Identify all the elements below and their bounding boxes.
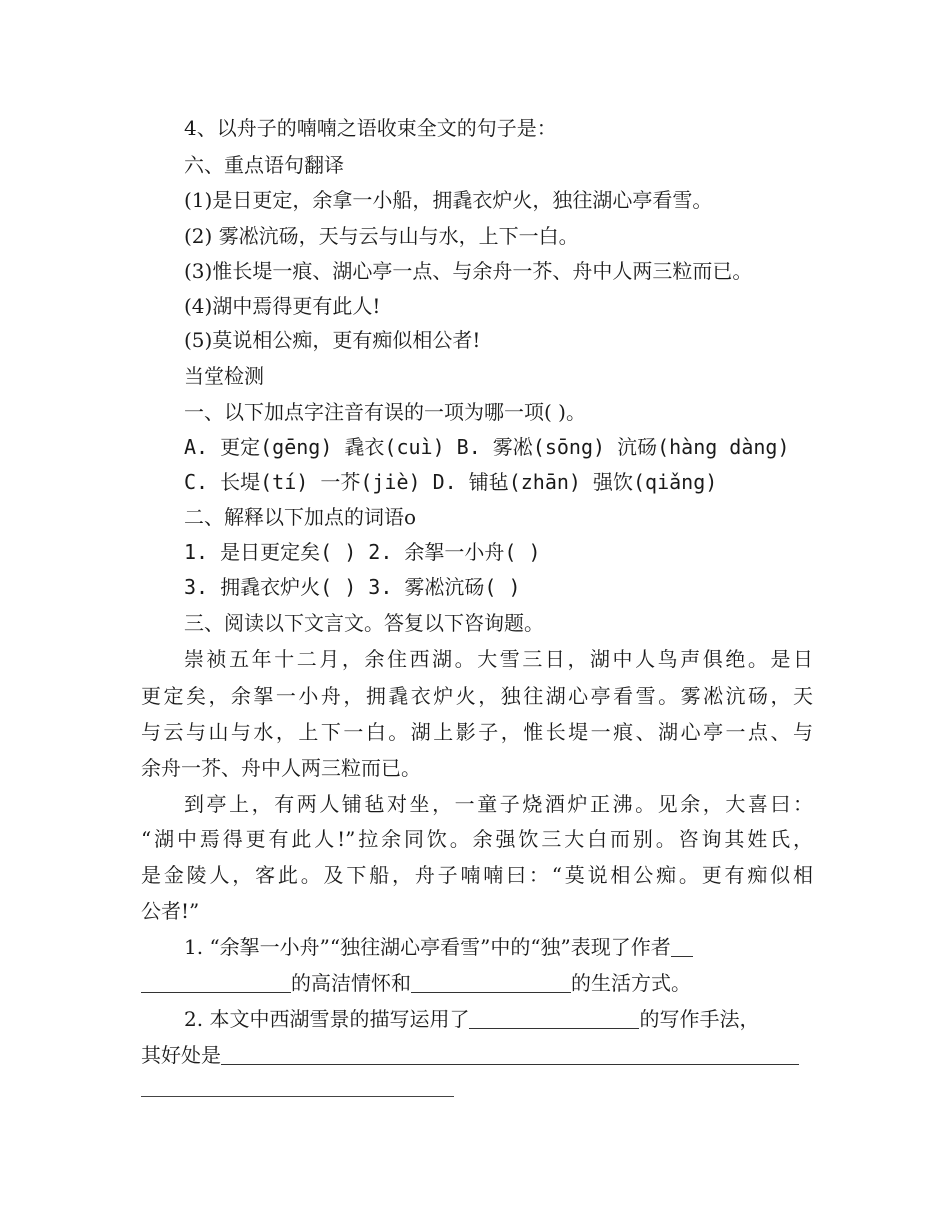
reading-question-1-text-3: 的生活方式。 bbox=[571, 971, 691, 995]
answer-blank[interactable] bbox=[221, 1042, 799, 1065]
section-heading-translation: 六、重点语句翻译 bbox=[184, 153, 344, 177]
translation-item-4: (4)湖中焉得更有此人! bbox=[184, 294, 381, 318]
translation-item-1: (1)是日更定，余拿一小船，拥毳衣炉火，独往湖心亭看雪。 bbox=[184, 188, 713, 212]
reading-question-1-line-2 bbox=[141, 966, 813, 1000]
passage-para-1-line-3: 与云与山与水，上下一白。湖上影子，惟长堤一痕、湖心亭一点、与 bbox=[141, 720, 813, 744]
check-question-3: 三、阅读以下文言文。答复以下咨询题。 bbox=[184, 611, 544, 635]
check-question-2-line-1: 1. 是日更定矣( ) 2. 余挐一小舟( ) bbox=[184, 540, 541, 564]
passage-para-1-line-1: 崇祯五年十二月，余住西湖。大雪三日，湖中人鸟声俱绝。是日 bbox=[184, 647, 813, 671]
reading-question-2-text-3: 其好处是 bbox=[141, 1043, 221, 1067]
translation-item-5: (5)莫说相公痴，更有痴似相公者! bbox=[184, 328, 481, 352]
check-question-1-options-ab: A. 更定(gēng) 毳衣(cuì) B. 雾凇(sōng) 沆砀(hàng dàng) bbox=[184, 435, 790, 459]
answer-blank[interactable] bbox=[141, 970, 291, 993]
reading-question-1-line-1 bbox=[184, 930, 813, 964]
question-4: 4、以舟子的喃喃之语收束全文的句子是： bbox=[184, 116, 557, 140]
translation-item-3: (3)惟长堤一痕、湖心亭一点、与余舟一芥、舟中人两三粒而已。 bbox=[184, 259, 753, 283]
reading-question-2-line-2 bbox=[141, 1038, 813, 1072]
answer-blank-line[interactable] bbox=[141, 1096, 454, 1097]
passage-para-2-line-3: 是金陵人，客此。及下船，舟子喃喃曰：“莫说相公痴。更有痴似相 bbox=[141, 863, 813, 887]
passage-para-2-line-2: “湖中焉得更有此人!”拉余同饮。余强饮三大白而别。咨询其姓氏， bbox=[141, 827, 813, 851]
check-question-2-line-2: 3. 拥毳衣炉火( ) 3. 雾凇沆砀( ) bbox=[184, 575, 521, 599]
reading-question-1-text-2: 的高洁情怀和 bbox=[291, 971, 411, 995]
reading-question-2-line-1 bbox=[184, 1002, 813, 1036]
check-question-2: 二、解释以下加点的词语o bbox=[184, 505, 417, 529]
check-question-1: 一、以下加点字注音有误的一项为哪一项( )。 bbox=[184, 400, 586, 424]
check-question-1-options-cd: C. 长堤(tí) 一芥(jiè) D. 铺毡(zhān) 强饮(qiǎng) bbox=[184, 470, 718, 494]
translation-item-2: (2) 雾凇沆砀，天与云与山与水，上下一白。 bbox=[184, 224, 579, 248]
passage-para-2-line-1: 到亭上，有两人铺毡对坐，一童子烧酒炉正沸。见余，大喜曰： bbox=[184, 792, 813, 816]
section-heading-check: 当堂检测 bbox=[184, 364, 264, 388]
answer-blank[interactable] bbox=[469, 1006, 639, 1029]
passage-para-1-line-4: 余舟一芥、舟中人两三粒而已。 bbox=[141, 756, 421, 780]
answer-blank[interactable] bbox=[671, 934, 693, 957]
reading-question-1-text: 1. “余挐一小舟”“独往湖心亭看雪”中的“独”表现了作者 bbox=[184, 935, 671, 959]
answer-blank[interactable] bbox=[411, 970, 571, 993]
passage-para-1-line-2: 更定矣，余挐一小舟，拥毳衣炉火，独往湖心亭看雪。雾凇沆砀，天 bbox=[141, 684, 813, 708]
reading-question-2-text-2: 的写作手法， bbox=[639, 1007, 760, 1031]
passage-para-2-line-4: 公者!” bbox=[141, 899, 200, 923]
reading-question-2-text: 2. 本文中西湖雪景的描写运用了 bbox=[184, 1007, 470, 1031]
